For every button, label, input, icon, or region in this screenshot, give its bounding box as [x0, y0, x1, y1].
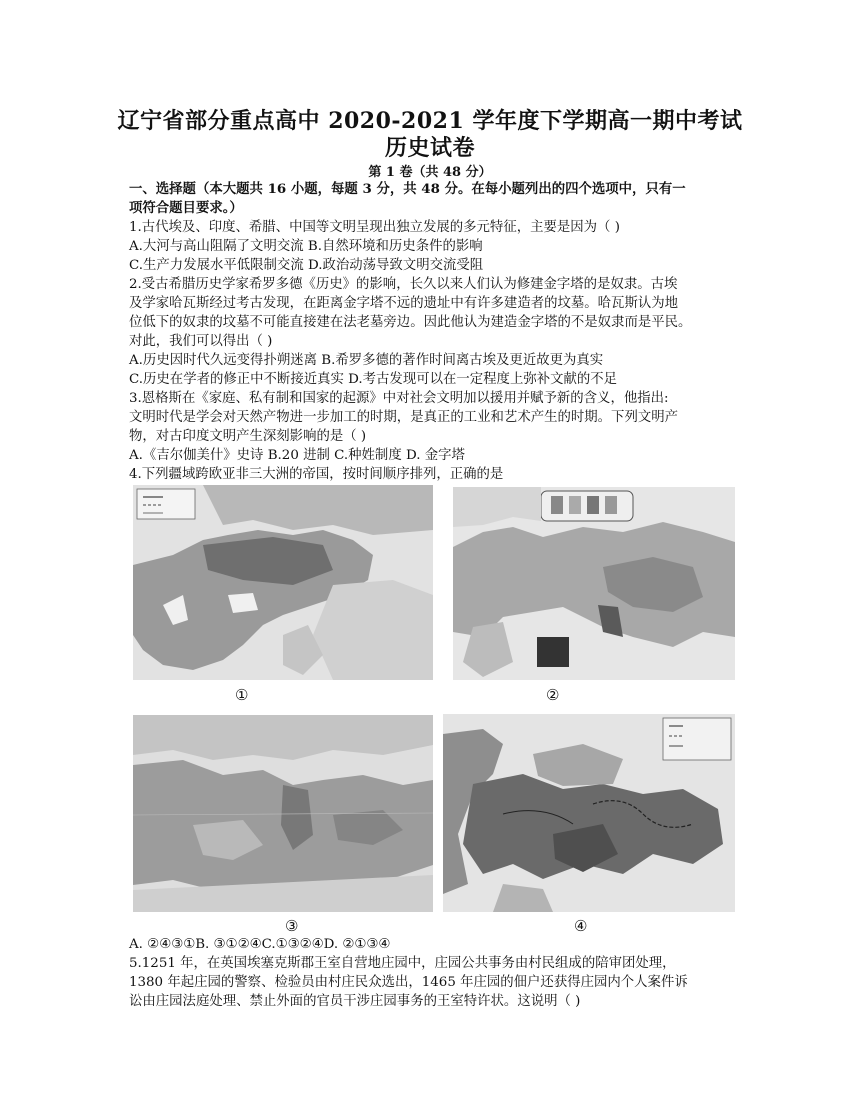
section-heading-line-1: 一、选择题（本大题共 16 小题，每题 3 分，共 48 分。在每小题列出的四个选项中，只有一 — [129, 181, 686, 197]
part-heading: 第 1 卷（共 48 分） — [368, 165, 492, 180]
question-1-options-cd: C.生产力发展水平低限制交流 D.政治动荡导致文明交流受阻 — [129, 258, 484, 273]
map-2-label: ② — [546, 686, 560, 704]
map-1-image — [133, 485, 433, 680]
exam-title: 辽宁省部分重点高中 2020-2021 学年度下学期高一期中考试 — [117, 108, 743, 134]
question-5-line-3: 讼由庄园法庭处理、禁止外面的官员干涉庄园事务的王室特许状。这说明（ ) — [129, 994, 581, 1009]
question-2-line-3: 位低下的奴隶的坟墓不可能直接建在法老墓旁边。因此他认为建造金字塔的不是奴隶而是平民。 — [129, 315, 692, 330]
map-3-label: ③ — [285, 917, 299, 935]
question-4-stem: 4.下列疆域跨欧亚非三大洲的帝国，按时间顺序排列，正确的是 — [129, 467, 504, 482]
question-3-options: A.《吉尔伽美什》史诗 B.20 进制 C.种姓制度 D. 金字塔 — [129, 448, 465, 463]
question-3-line-3: 物，对古印度文明产生深刻影响的是（ ) — [129, 429, 367, 444]
question-1-options-ab: A.大河与高山阻隔了文明交流 B.自然环境和历史条件的影响 — [129, 239, 483, 254]
map-4-label: ④ — [574, 917, 588, 935]
question-1-stem: 1.古代埃及、印度、希腊、中国等文明呈现出独立发展的多元特征，主要是因为（ ) — [129, 220, 620, 235]
question-2-options-cd: C.历史在学者的修正中不断接近真实 D.考古发现可以在一定程度上弥补文献的不足 — [129, 372, 618, 387]
question-4-options: A. ②④③①B. ③①②④C.①③②④D. ②①③④ — [129, 937, 391, 952]
section-heading-line-2: 项符合题目要求。） — [129, 200, 243, 216]
question-3-line-2: 文明时代是学会对天然产物进一步加工的时期，是真正的工业和艺术产生的时期。下列文明产 — [129, 410, 679, 425]
question-2-options-ab: A.历史因时代久远变得扑朔迷离 B.希罗多德的著作时间离古埃及更近故更为真实 — [129, 353, 604, 368]
map-2-image — [453, 487, 735, 680]
question-5-line-2: 1380 年起庄园的警察、检验员由村庄民众选出，1465 年庄园的佃户还获得庄园内个人案件诉 — [129, 975, 688, 990]
question-2-line-4: 对此，我们可以得出（ ) — [129, 334, 273, 349]
map-3-image — [133, 715, 433, 912]
question-2-line-2: 及学家哈瓦斯经过考古发现，在距离金字塔不远的遗址中有许多建造者的坟墓。哈瓦斯认为地 — [129, 296, 679, 311]
exam-subject-title: 历史试卷 — [384, 135, 475, 161]
map-4-image — [443, 714, 735, 912]
map-1-label: ① — [235, 686, 249, 704]
question-3-line-1: 3.恩格斯在《家庭、私有制和国家的起源》中对社会文明加以援用并赋予新的含义，他指出: — [129, 391, 669, 406]
question-2-line-1: 2.受古希腊历史学家希罗多德《历史》的影响，长久以来人们认为修建金字塔的是奴隶。古埃 — [129, 277, 678, 292]
question-5-line-1: 5.1251 年，在英国埃塞克斯郡王室自营地庄园中，庄园公共事务由村民组成的陪审团处理， — [129, 956, 676, 971]
